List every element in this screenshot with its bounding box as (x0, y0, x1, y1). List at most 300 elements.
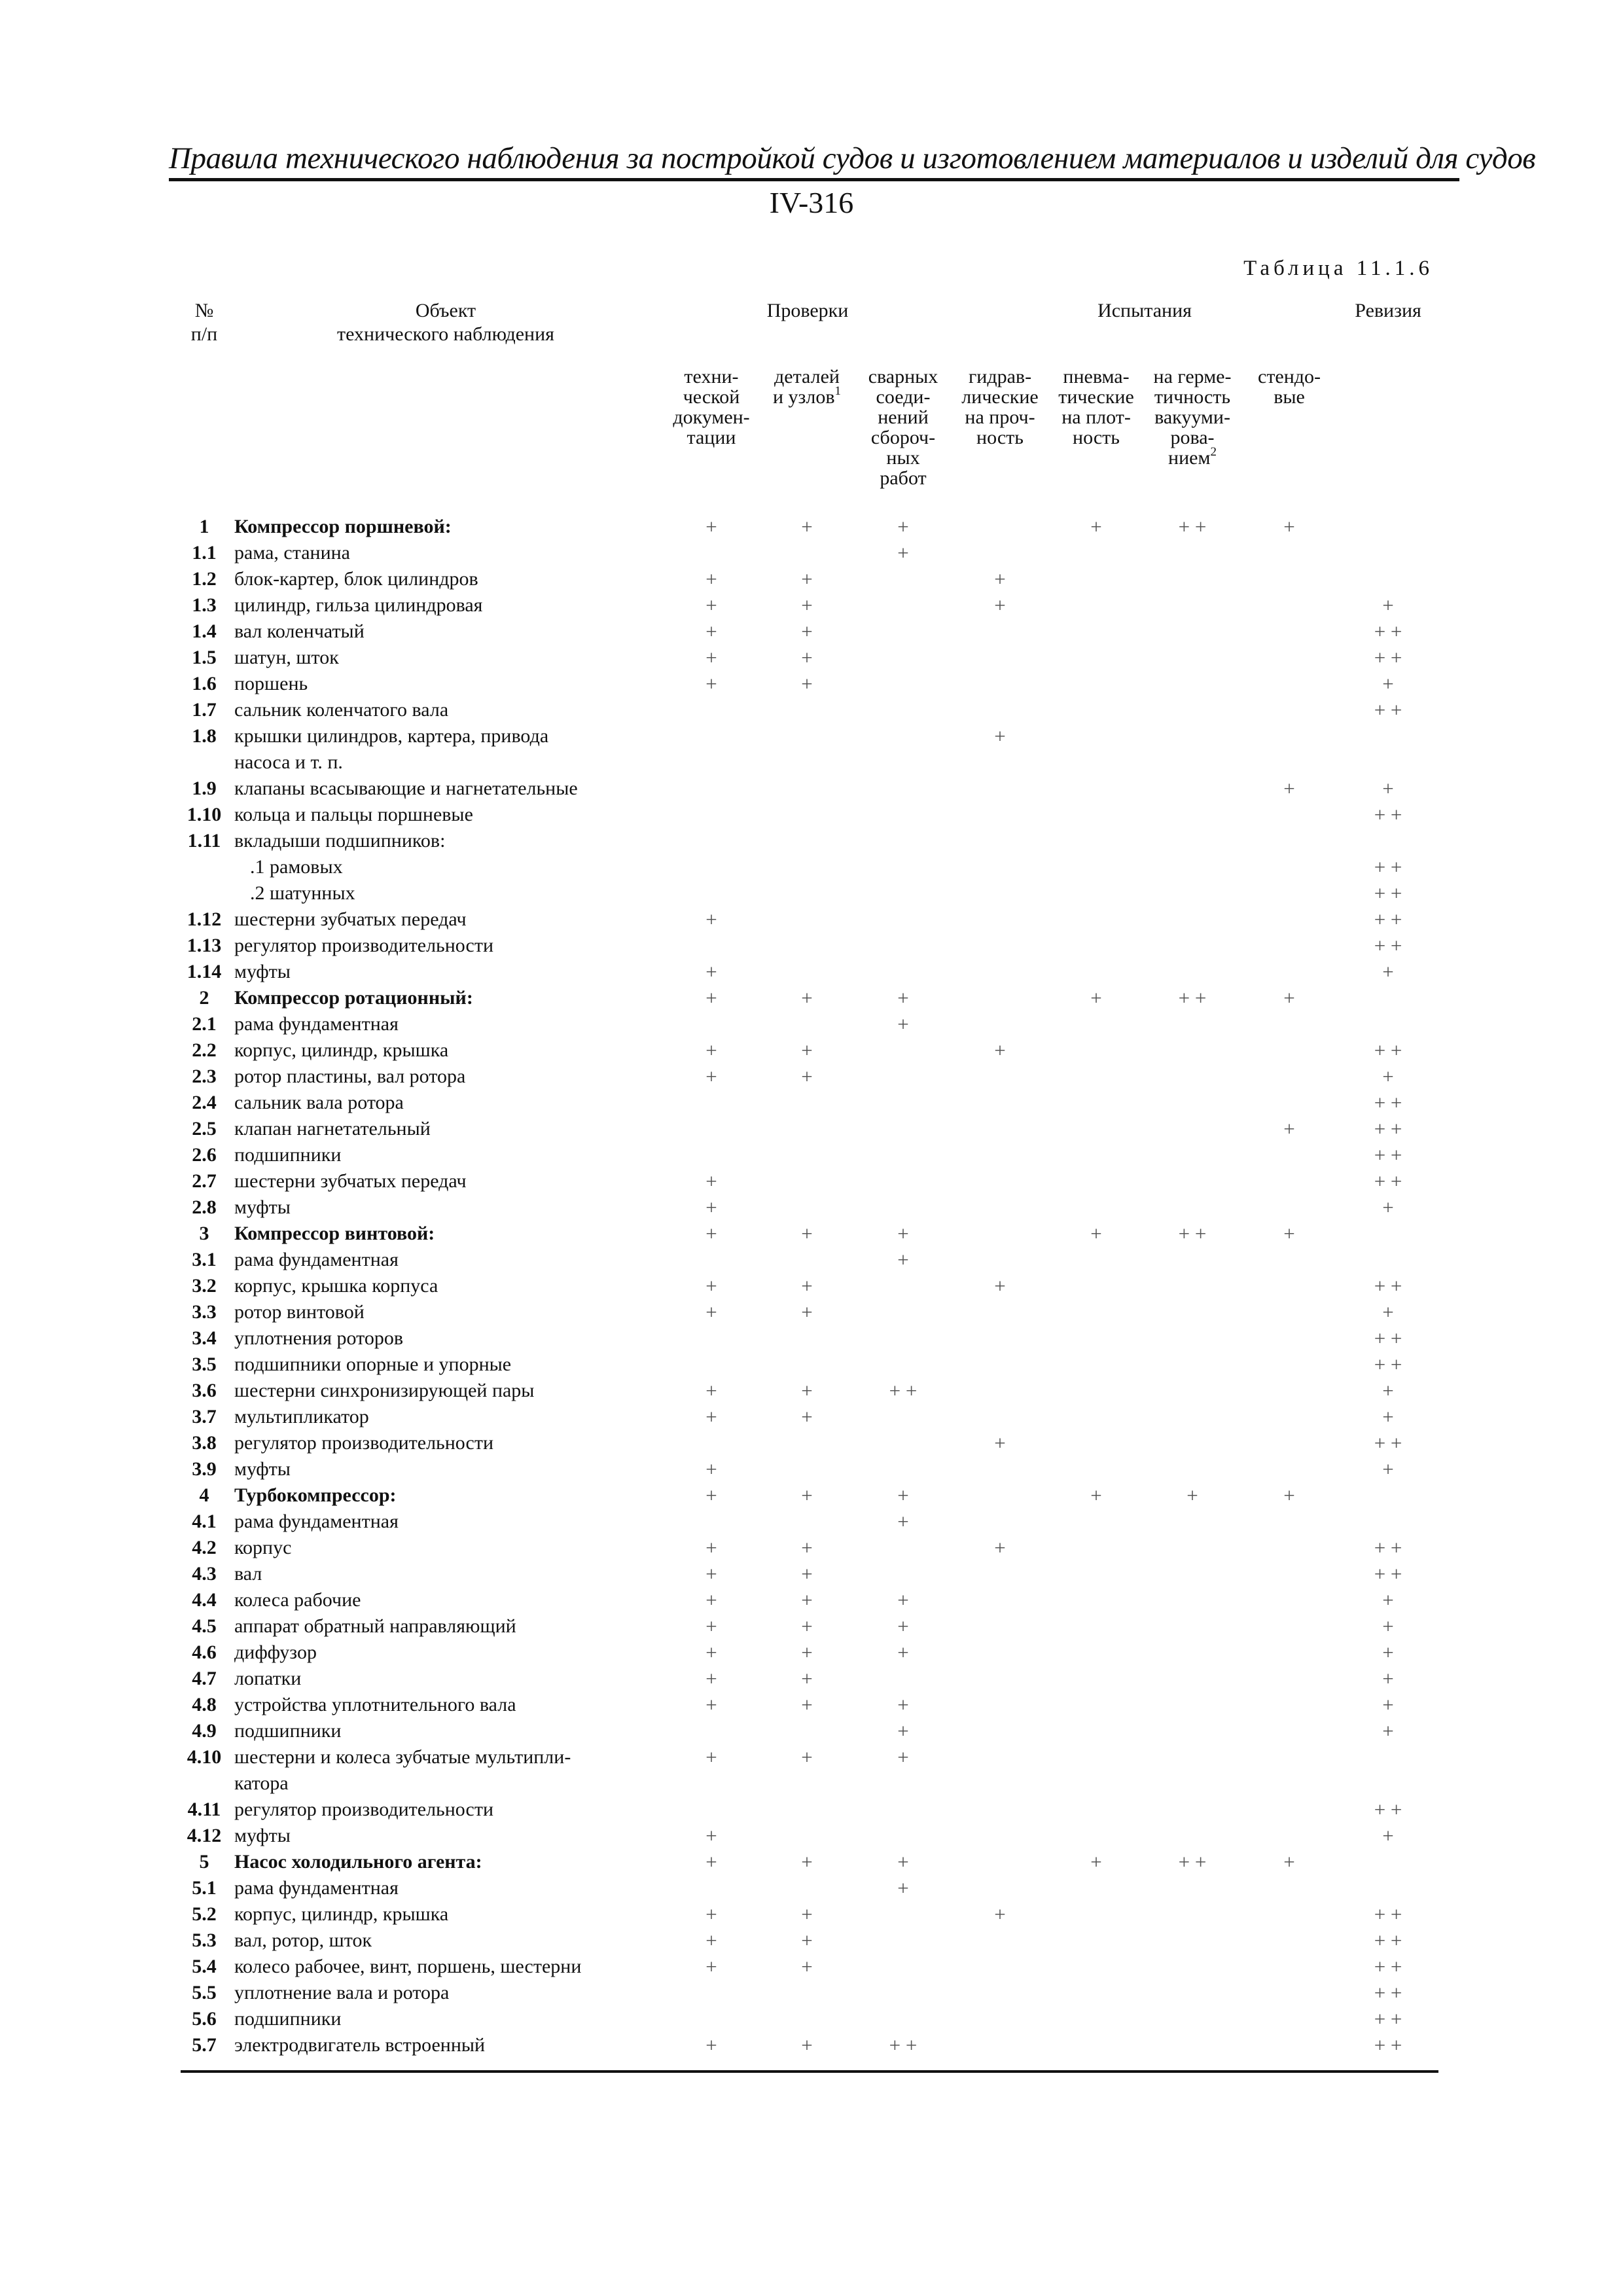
mark-cell (1048, 1273, 1144, 1299)
mark-cell (1241, 1037, 1338, 1064)
header-vacuum-line (1144, 445, 1241, 469)
table-row (181, 1273, 1438, 1299)
row-number: 1.12 (187, 908, 222, 930)
mark-cell: + (1382, 1615, 1394, 1638)
row-number: 2.5 (192, 1118, 217, 1139)
mark-cell (759, 854, 855, 880)
mark-cell: + (801, 620, 813, 643)
mark-cell (1144, 1116, 1241, 1142)
mark-cell (664, 1116, 759, 1142)
mark-cell (664, 1430, 759, 1456)
mark-cell (1241, 1430, 1338, 1456)
mark-cell: + + (1374, 855, 1402, 878)
mark-cell (1048, 540, 1144, 566)
mark-cell (855, 723, 952, 749)
mark-cell (952, 1116, 1048, 1142)
mark-cell: + (994, 1536, 1006, 1559)
row-number: 3.2 (192, 1275, 217, 1297)
mark-cell: + (1186, 1484, 1198, 1507)
mark-cell (1144, 592, 1241, 619)
mark-cell: + + (1374, 882, 1402, 905)
table-row (181, 749, 1438, 776)
mark-cell: + (1283, 1222, 1295, 1245)
mark-cell (1338, 1247, 1438, 1273)
header-bench (1241, 356, 1338, 506)
mark-cell (1048, 1901, 1144, 1928)
mark-cell: + + (1374, 1091, 1402, 1114)
mark-cell (664, 1718, 759, 1744)
mark-cell: + (705, 960, 717, 983)
mark-cell (759, 1980, 855, 2006)
mark-cell: + (897, 515, 909, 538)
mark-cell (1241, 2006, 1338, 2032)
mark-cell (1144, 2006, 1241, 2032)
mark-cell: + (1382, 1824, 1394, 1847)
row-number: 5.3 (192, 1929, 217, 1951)
mark-cell: + (897, 1510, 909, 1533)
mark-cell (664, 880, 759, 906)
mark-cell: + (801, 1379, 813, 1402)
mark-cell (759, 1325, 855, 1352)
mark-cell: + (994, 1431, 1006, 1454)
header-object-line1: Объект (415, 300, 476, 321)
mark-cell (664, 1770, 759, 1797)
row-group-title: Компрессор поршневой: (234, 516, 452, 537)
mark-cell (952, 1482, 1048, 1509)
header-revision: Ревизия (1355, 300, 1421, 321)
mark-cell (759, 776, 855, 802)
mark-cell (1241, 566, 1338, 592)
header-number-line1: № (194, 300, 214, 321)
mark-cell: + + (1374, 1955, 1402, 1978)
row-object: уплотнение вала и ротора (234, 1982, 450, 2003)
mark-cell: + + (1374, 646, 1402, 669)
table-row (181, 1404, 1438, 1430)
mark-cell (952, 671, 1048, 697)
mark-cell (855, 1299, 952, 1325)
mark-cell (952, 1928, 1048, 1954)
row-number: 2.1 (192, 1013, 217, 1035)
mark-cell (952, 828, 1048, 854)
mark-cell (952, 1247, 1048, 1273)
mark-cell: + (897, 1484, 909, 1507)
mark-cell (759, 1090, 855, 1116)
table-row (181, 1875, 1438, 1901)
mark-cell: + (1382, 1693, 1394, 1716)
row-object: вал (234, 1563, 262, 1585)
mark-cell (759, 1718, 855, 1744)
mark-cell: + (705, 1615, 717, 1638)
mark-cell (1144, 1797, 1241, 1823)
mark-cell: + (705, 1562, 717, 1585)
mark-cell (952, 1509, 1048, 1535)
mark-cell: + (1382, 960, 1394, 983)
mark-cell (855, 1535, 952, 1561)
mark-cell (664, 749, 759, 776)
mark-cell: + (801, 1929, 813, 1952)
mark-cell (759, 1823, 855, 1849)
mark-cell (1144, 1535, 1241, 1561)
mark-cell (1048, 1194, 1144, 1221)
table-row (181, 566, 1438, 592)
mark-cell (1144, 1954, 1241, 1980)
table-row (181, 1037, 1438, 1064)
table-row (181, 1666, 1438, 1692)
table-row (181, 1901, 1438, 1928)
mark-cell: + (1283, 515, 1295, 538)
row-object: муфты (234, 1196, 291, 1218)
mark-cell (664, 802, 759, 828)
mark-cell: + (1382, 672, 1394, 695)
mark-cell: + (1382, 1300, 1394, 1323)
mark-cell (1241, 1980, 1338, 2006)
mark-cell (1241, 1011, 1338, 1037)
table-row (181, 1823, 1438, 1849)
mark-cell: + (994, 567, 1006, 590)
mark-cell (1241, 1928, 1338, 1954)
header-parts-line: деталей (774, 366, 840, 387)
mark-cell: + (705, 567, 717, 590)
mark-cell (855, 645, 952, 671)
table-row (181, 1142, 1438, 1168)
mark-cell: + (705, 1300, 717, 1323)
mark-cell (664, 1509, 759, 1535)
mark-cell: + (705, 646, 717, 669)
mark-cell (952, 1561, 1048, 1587)
table-row (181, 1928, 1438, 1954)
mark-cell (855, 1404, 952, 1430)
row-number: 4.9 (192, 1720, 217, 1742)
row-object: шатун, шток (234, 647, 339, 668)
mark-cell (1338, 1849, 1438, 1875)
row-number: 5.6 (192, 2008, 217, 2030)
table-row (181, 1352, 1438, 1378)
header-hydraulic-line: ность (976, 427, 1024, 448)
table-row (181, 2006, 1438, 2032)
mark-cell: + (705, 620, 717, 643)
row-object: .2 шатунных (250, 882, 355, 904)
mark-cell (952, 1849, 1048, 1875)
mark-cell (1241, 1168, 1338, 1194)
mark-cell (1241, 1875, 1338, 1901)
mark-cell: + (1283, 777, 1295, 800)
mark-cell (855, 671, 952, 697)
header-number (181, 294, 228, 506)
mark-cell (952, 1666, 1048, 1692)
mark-cell (1241, 1954, 1338, 1980)
mark-cell (855, 1770, 952, 1797)
row-object: аппарат обратный направляющий (234, 1615, 516, 1637)
row-object: подшипники опорные и упорные (234, 1354, 512, 1375)
mark-cell (664, 1325, 759, 1352)
mark-cell (1048, 1037, 1144, 1064)
row-object: электродвигатель встроенный (228, 2032, 664, 2072)
row-object: катора (234, 1772, 289, 1794)
table-row (181, 880, 1438, 906)
mark-cell: + (801, 1903, 813, 1926)
mark-cell: + (1382, 594, 1394, 617)
mark-cell (855, 619, 952, 645)
mark-cell (1144, 1980, 1241, 2006)
mark-cell (855, 1823, 952, 1849)
mark-cell (1241, 645, 1338, 671)
row-number: 1.6 (192, 673, 217, 694)
mark-cell: + (1090, 1222, 1102, 1245)
mark-cell (664, 540, 759, 566)
header-hydraulic-line: лические (961, 386, 1039, 408)
mark-cell (952, 985, 1048, 1011)
mark-cell: + (705, 1379, 717, 1402)
mark-cell (855, 1797, 952, 1823)
header-bench-line: стендо- (1258, 366, 1321, 387)
header-parts (759, 356, 855, 506)
mark-cell: + (994, 1903, 1006, 1926)
mark-cell (1144, 880, 1241, 906)
mark-cell (1048, 1247, 1144, 1273)
row-object: подшипники (234, 1720, 342, 1742)
row-object: корпус, цилиндр, крышка (234, 1903, 449, 1925)
mark-cell (1241, 1823, 1338, 1849)
mark-cell (855, 1352, 952, 1378)
mark-cell (1241, 1247, 1338, 1273)
mark-cell (1241, 749, 1338, 776)
mark-cell (1048, 1875, 1144, 1901)
row-number: 5.1 (192, 1877, 217, 1899)
mark-cell (1241, 540, 1338, 566)
row-number (181, 1770, 228, 1797)
mark-cell: + (801, 1615, 813, 1638)
mark-cell (1241, 619, 1338, 645)
mark-cell (1048, 592, 1144, 619)
mark-cell: + (801, 1588, 813, 1611)
table-row (181, 1640, 1438, 1666)
row-number: 4.1 (192, 1511, 217, 1532)
mark-cell: + (1283, 1850, 1295, 1873)
mark-cell (855, 1954, 952, 1980)
mark-cell: + (1382, 1196, 1394, 1219)
table-row (181, 697, 1438, 723)
mark-cell: + (801, 594, 813, 617)
mark-cell: + + (1374, 1903, 1402, 1926)
table-row (181, 592, 1438, 619)
header-vacuum-text: нием (1168, 447, 1211, 469)
mark-cell (1241, 802, 1338, 828)
mark-cell (1048, 2032, 1144, 2072)
mark-cell (1241, 1535, 1338, 1561)
row-group-title: Компрессор ротационный: (234, 987, 473, 1009)
mark-cell (1048, 933, 1144, 959)
row-object: регулятор производительности (234, 935, 494, 956)
mark-cell (1241, 828, 1338, 854)
mark-cell (952, 1797, 1048, 1823)
mark-cell (1048, 723, 1144, 749)
header-pneumatic-line: тические (1058, 386, 1134, 408)
row-object: корпус, крышка корпуса (234, 1275, 438, 1297)
mark-cell (664, 776, 759, 802)
mark-cell (1338, 723, 1438, 749)
running-title: Правила технического наблюдения за постройкой судов и изготовлением материалов и изделий для судов (169, 141, 1536, 175)
mark-cell (1241, 1692, 1338, 1718)
mark-cell: + (1090, 515, 1102, 538)
mark-cell (1241, 880, 1338, 906)
mark-cell (664, 1011, 759, 1037)
table-row (181, 959, 1438, 985)
mark-cell (952, 1980, 1048, 2006)
mark-cell: + + (1374, 620, 1402, 643)
mark-cell: + (801, 1693, 813, 1716)
mark-cell (1048, 566, 1144, 592)
mark-cell: + (801, 1641, 813, 1664)
mark-cell (1144, 1587, 1241, 1613)
row-number: 2 (199, 987, 209, 1009)
table-row (181, 985, 1438, 1011)
mark-cell (1048, 1352, 1144, 1378)
table-row (181, 1613, 1438, 1640)
mark-cell: + + (1338, 2032, 1438, 2072)
mark-cell (1048, 880, 1144, 906)
mark-cell (855, 566, 952, 592)
mark-cell: + (705, 515, 717, 538)
mark-cell (952, 1142, 1048, 1168)
table-row (181, 1718, 1438, 1744)
row-number: 3 (199, 1223, 209, 1244)
mark-cell: + (705, 672, 717, 695)
mark-cell: + (801, 567, 813, 590)
mark-cell (1048, 1954, 1144, 1980)
row-object: рама, станина (234, 542, 350, 564)
mark-cell (855, 1430, 952, 1456)
mark-cell: + + (1178, 1222, 1207, 1245)
table-row (181, 1378, 1438, 1404)
mark-cell: + + (1374, 698, 1402, 721)
row-number: 1.4 (192, 620, 217, 642)
mark-cell (1048, 1797, 1144, 1823)
header-welds-line: соеди- (876, 386, 931, 408)
mark-cell (1144, 1613, 1241, 1640)
row-number: 4.12 (187, 1825, 222, 1846)
mark-cell (855, 880, 952, 906)
row-number (181, 749, 228, 776)
mark-cell: + + (1374, 908, 1402, 931)
row-number: 3.8 (192, 1432, 217, 1454)
mark-cell (952, 906, 1048, 933)
mark-cell (759, 723, 855, 749)
table-row (181, 828, 1438, 854)
mark-cell (1048, 1378, 1144, 1404)
mark-cell: + (705, 908, 717, 931)
mark-cell (952, 540, 1048, 566)
mark-cell (1144, 1718, 1241, 1744)
mark-cell: + (801, 1536, 813, 1559)
mark-cell (1048, 1692, 1144, 1718)
mark-cell (855, 1928, 952, 1954)
mark-cell: + (801, 1274, 813, 1297)
table-row (181, 1011, 1438, 1037)
mark-cell (1048, 1509, 1144, 1535)
mark-cell (1338, 985, 1438, 1011)
row-number: 4.8 (192, 1694, 217, 1715)
mark-cell: + (1382, 1719, 1394, 1742)
row-object: диффузор (234, 1641, 317, 1663)
mark-cell (1338, 540, 1438, 566)
mark-cell: + (664, 2032, 759, 2072)
mark-cell (1338, 1011, 1438, 1037)
mark-cell (664, 1875, 759, 1901)
mark-cell (1241, 1456, 1338, 1482)
row-object: ротор винтовой (234, 1301, 365, 1323)
mark-cell: + (1382, 1667, 1394, 1690)
mark-cell (1144, 1378, 1241, 1404)
mark-cell (1241, 1718, 1338, 1744)
header-hydraulic-line: на проч- (965, 406, 1035, 428)
mark-cell (1144, 1273, 1241, 1299)
mark-cell (952, 1378, 1048, 1404)
mark-cell (952, 1064, 1048, 1090)
mark-cell (1338, 749, 1438, 776)
mark-cell (1144, 1901, 1241, 1928)
mark-cell: + (705, 594, 717, 617)
table-caption: Таблица 11.1.6 (1243, 257, 1433, 280)
table-row (181, 506, 1438, 540)
row-object: клапаны всасывающие и нагнетательные (234, 778, 578, 799)
mark-cell (1338, 1744, 1438, 1770)
mark-cell: + (705, 1274, 717, 1297)
row-number: 4.2 (192, 1537, 217, 1558)
row-number: 1.3 (192, 594, 217, 616)
mark-cell (1144, 1666, 1241, 1692)
mark-cell: + + (1374, 1431, 1402, 1454)
mark-cell: + (801, 1065, 813, 1088)
mark-cell (1241, 723, 1338, 749)
table-row (181, 776, 1438, 802)
mark-cell (664, 1090, 759, 1116)
table-row (181, 1692, 1438, 1718)
mark-cell: + (705, 1170, 717, 1193)
mark-cell (1241, 1090, 1338, 1116)
mark-cell (1144, 1064, 1241, 1090)
row-object: корпус, цилиндр, крышка (234, 1039, 449, 1061)
header-pneumatic-line: на плот- (1061, 406, 1131, 428)
mark-cell (1338, 828, 1438, 854)
table-row (181, 1980, 1438, 2006)
mark-cell (1144, 723, 1241, 749)
mark-cell (1048, 1168, 1144, 1194)
mark-cell (1048, 1561, 1144, 1587)
row-object: цилиндр, гильза цилиндровая (234, 594, 483, 616)
header-tech-doc-line: тации (687, 427, 736, 448)
mark-cell (952, 2006, 1048, 2032)
footnote-mark-2: 2 (1210, 445, 1217, 459)
header-hydraulic-line: гидрав- (968, 366, 1032, 387)
table-body (181, 506, 1438, 2072)
mark-cell: + (801, 672, 813, 695)
mark-cell (1241, 1744, 1338, 1770)
table-row (181, 1194, 1438, 1221)
mark-cell (759, 749, 855, 776)
mark-cell: + (705, 1196, 717, 1219)
mark-cell (1048, 776, 1144, 802)
mark-cell (952, 1325, 1048, 1352)
mark-cell (1144, 2032, 1241, 2072)
mark-cell (1048, 1142, 1144, 1168)
mark-cell (664, 2006, 759, 2032)
mark-cell: + (705, 1065, 717, 1088)
mark-cell (952, 1587, 1048, 1613)
row-number: 4.3 (192, 1563, 217, 1585)
mark-cell: + (801, 1039, 813, 1062)
mark-cell (855, 697, 952, 723)
mark-cell (1048, 1613, 1144, 1640)
